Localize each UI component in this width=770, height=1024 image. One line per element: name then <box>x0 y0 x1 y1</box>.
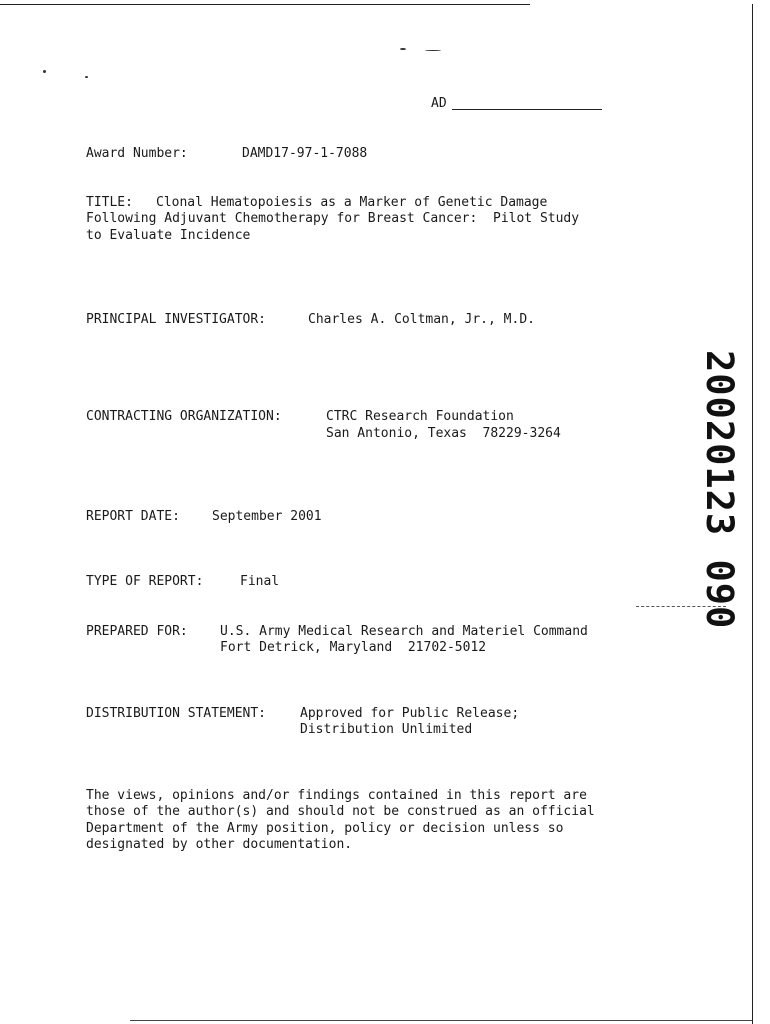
report-type-label: TYPE OF REPORT: <box>86 574 204 589</box>
title-line-3: to Evaluate Incidence <box>86 228 251 243</box>
prepared-for-label: PREPARED FOR: <box>86 624 188 639</box>
report-date-value: September 2001 <box>212 509 322 524</box>
disclaimer-line-1: The views, opinions and/or findings contained in this report are <box>86 788 587 803</box>
prepared-for-line-1: U.S. Army Medical Research and Materiel Command <box>220 624 588 639</box>
disclaimer-line-2: those of the author(s) and should not be construed as an official <box>86 804 595 819</box>
contracting-organization-label: CONTRACTING ORGANIZATION: <box>86 409 282 424</box>
principal-investigator-value: Charles A. Coltman, Jr., M.D. <box>308 312 535 327</box>
title-label: TITLE: <box>86 195 133 210</box>
distribution-statement-line-2: Distribution Unlimited <box>300 722 473 737</box>
award-number-value: DAMD17-97-1-7088 <box>242 146 368 161</box>
report-date-label: REPORT DATE: <box>86 509 180 524</box>
top-rule <box>0 4 530 5</box>
distribution-statement-line-1: Approved for Public Release; <box>300 706 520 721</box>
disclaimer-line-3: Department of the Army position, policy or decision unless so <box>86 821 564 836</box>
right-rule <box>752 4 753 1024</box>
report-type-value: Final <box>240 574 280 589</box>
contracting-organization-line-2: San Antonio, Texas 78229-3264 <box>326 426 561 441</box>
accession-number-stamp: 20020123 090 <box>698 350 741 630</box>
disclaimer-line-4: designated by other documentation. <box>86 837 353 852</box>
bottom-rule <box>130 1020 752 1021</box>
scan-speck <box>425 50 441 51</box>
ad-blank-line <box>452 109 602 110</box>
scan-speck <box>400 48 406 50</box>
title-line-1: Clonal Hematopoiesis as a Marker of Genetic Damage <box>156 195 548 210</box>
contracting-organization-line-1: CTRC Research Foundation <box>326 409 514 424</box>
distribution-statement-label: DISTRIBUTION STATEMENT: <box>86 706 267 721</box>
award-number-label: Award Number: <box>86 146 188 161</box>
scan-speck <box>43 70 46 73</box>
prepared-for-line-2: Fort Detrick, Maryland 21702-5012 <box>220 640 487 655</box>
title-line-2: Following Adjuvant Chemotherapy for Breast Cancer: Pilot Study <box>86 211 580 226</box>
scan-speck <box>85 76 88 78</box>
principal-investigator-label: PRINCIPAL INVESTIGATOR: <box>86 312 267 327</box>
ad-label: AD <box>431 96 447 111</box>
